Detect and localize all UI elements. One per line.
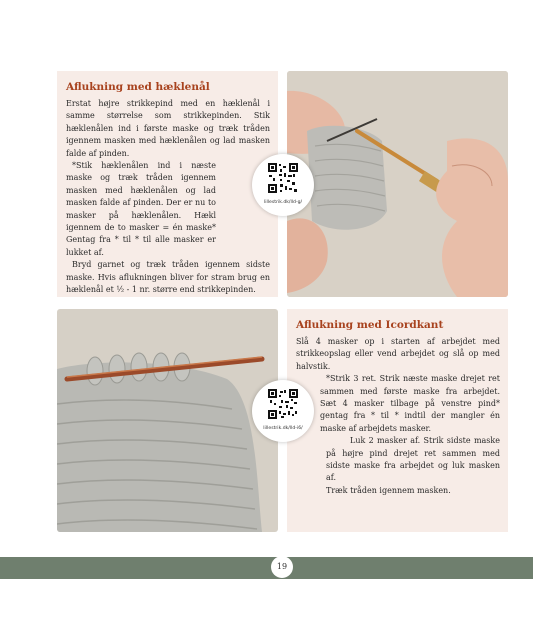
qr-badge[interactable] <box>252 380 314 442</box>
knitting-photo-crochet-hook <box>287 71 508 297</box>
icord-bindoff-panel <box>287 309 508 532</box>
crochet-bindoff-panel <box>57 71 278 297</box>
paragraph: *Strik 3 ret. Strik næste maske drejet ret sammen med første maske fra arbejdet. Sæt 4 masker tilbage på venstre pind* gentag fra * til * indtil der mangler én maske af arbejdets masker. <box>320 374 500 433</box>
paragraph: Bryd garnet og træk tråden igennem sidste maske. Hvis aflukningen bliver for stram brug en hæklenål et ½ - 1 nr. større end strikkepinden. <box>66 260 270 295</box>
crochet-hook-photo <box>287 71 508 297</box>
paragraph: Erstat højre strikkepind med en hæklenål i samme størrelse som strikkepinden. Stik hæklenålen ind i første maske og træk tråden igennem masken med hæklenålen og lad masken falde af pinden. <box>66 99 270 158</box>
qr-code-icon <box>268 163 298 193</box>
knitted-edge-photo <box>57 309 278 532</box>
section-heading: Aflukning med Icordkant <box>296 319 444 331</box>
knitting-photo-needle <box>57 309 278 532</box>
footer-band <box>0 557 533 579</box>
paragraph: Luk 2 masker af. Strik sidste maske på højre pind drejet ret sammen med sidste maske fra arbejdet og luk masken af. <box>326 436 500 483</box>
paragraph: Slå 4 masker op i starten af arbejdet med strikkeopslag eller vend arbejdet og slå op med halvstik. <box>296 337 500 371</box>
section-heading: Aflukning med hæklenål <box>66 81 210 93</box>
section-body <box>296 336 500 497</box>
page-number: 19 <box>271 556 293 578</box>
qr-url: lillestrik.dk/lld-i6/ <box>263 426 303 431</box>
paragraph: Træk tråden igennem masken. <box>326 485 451 495</box>
section-body <box>66 98 270 297</box>
qr-url: lillestrik.dk/lld-g/ <box>263 200 303 205</box>
qr-badge[interactable] <box>252 154 314 216</box>
paragraph: *Stik hæklenålen ind i næste maske og træk tråden igennem masken med hæklenålen og lad masken falde af pinden. Der er nu to masker på hæklenålen. Hækl igennem de to masker = én maske* Gentag fra * til * til alle masker er lukket af. <box>66 161 216 257</box>
qr-code-icon <box>268 389 298 419</box>
